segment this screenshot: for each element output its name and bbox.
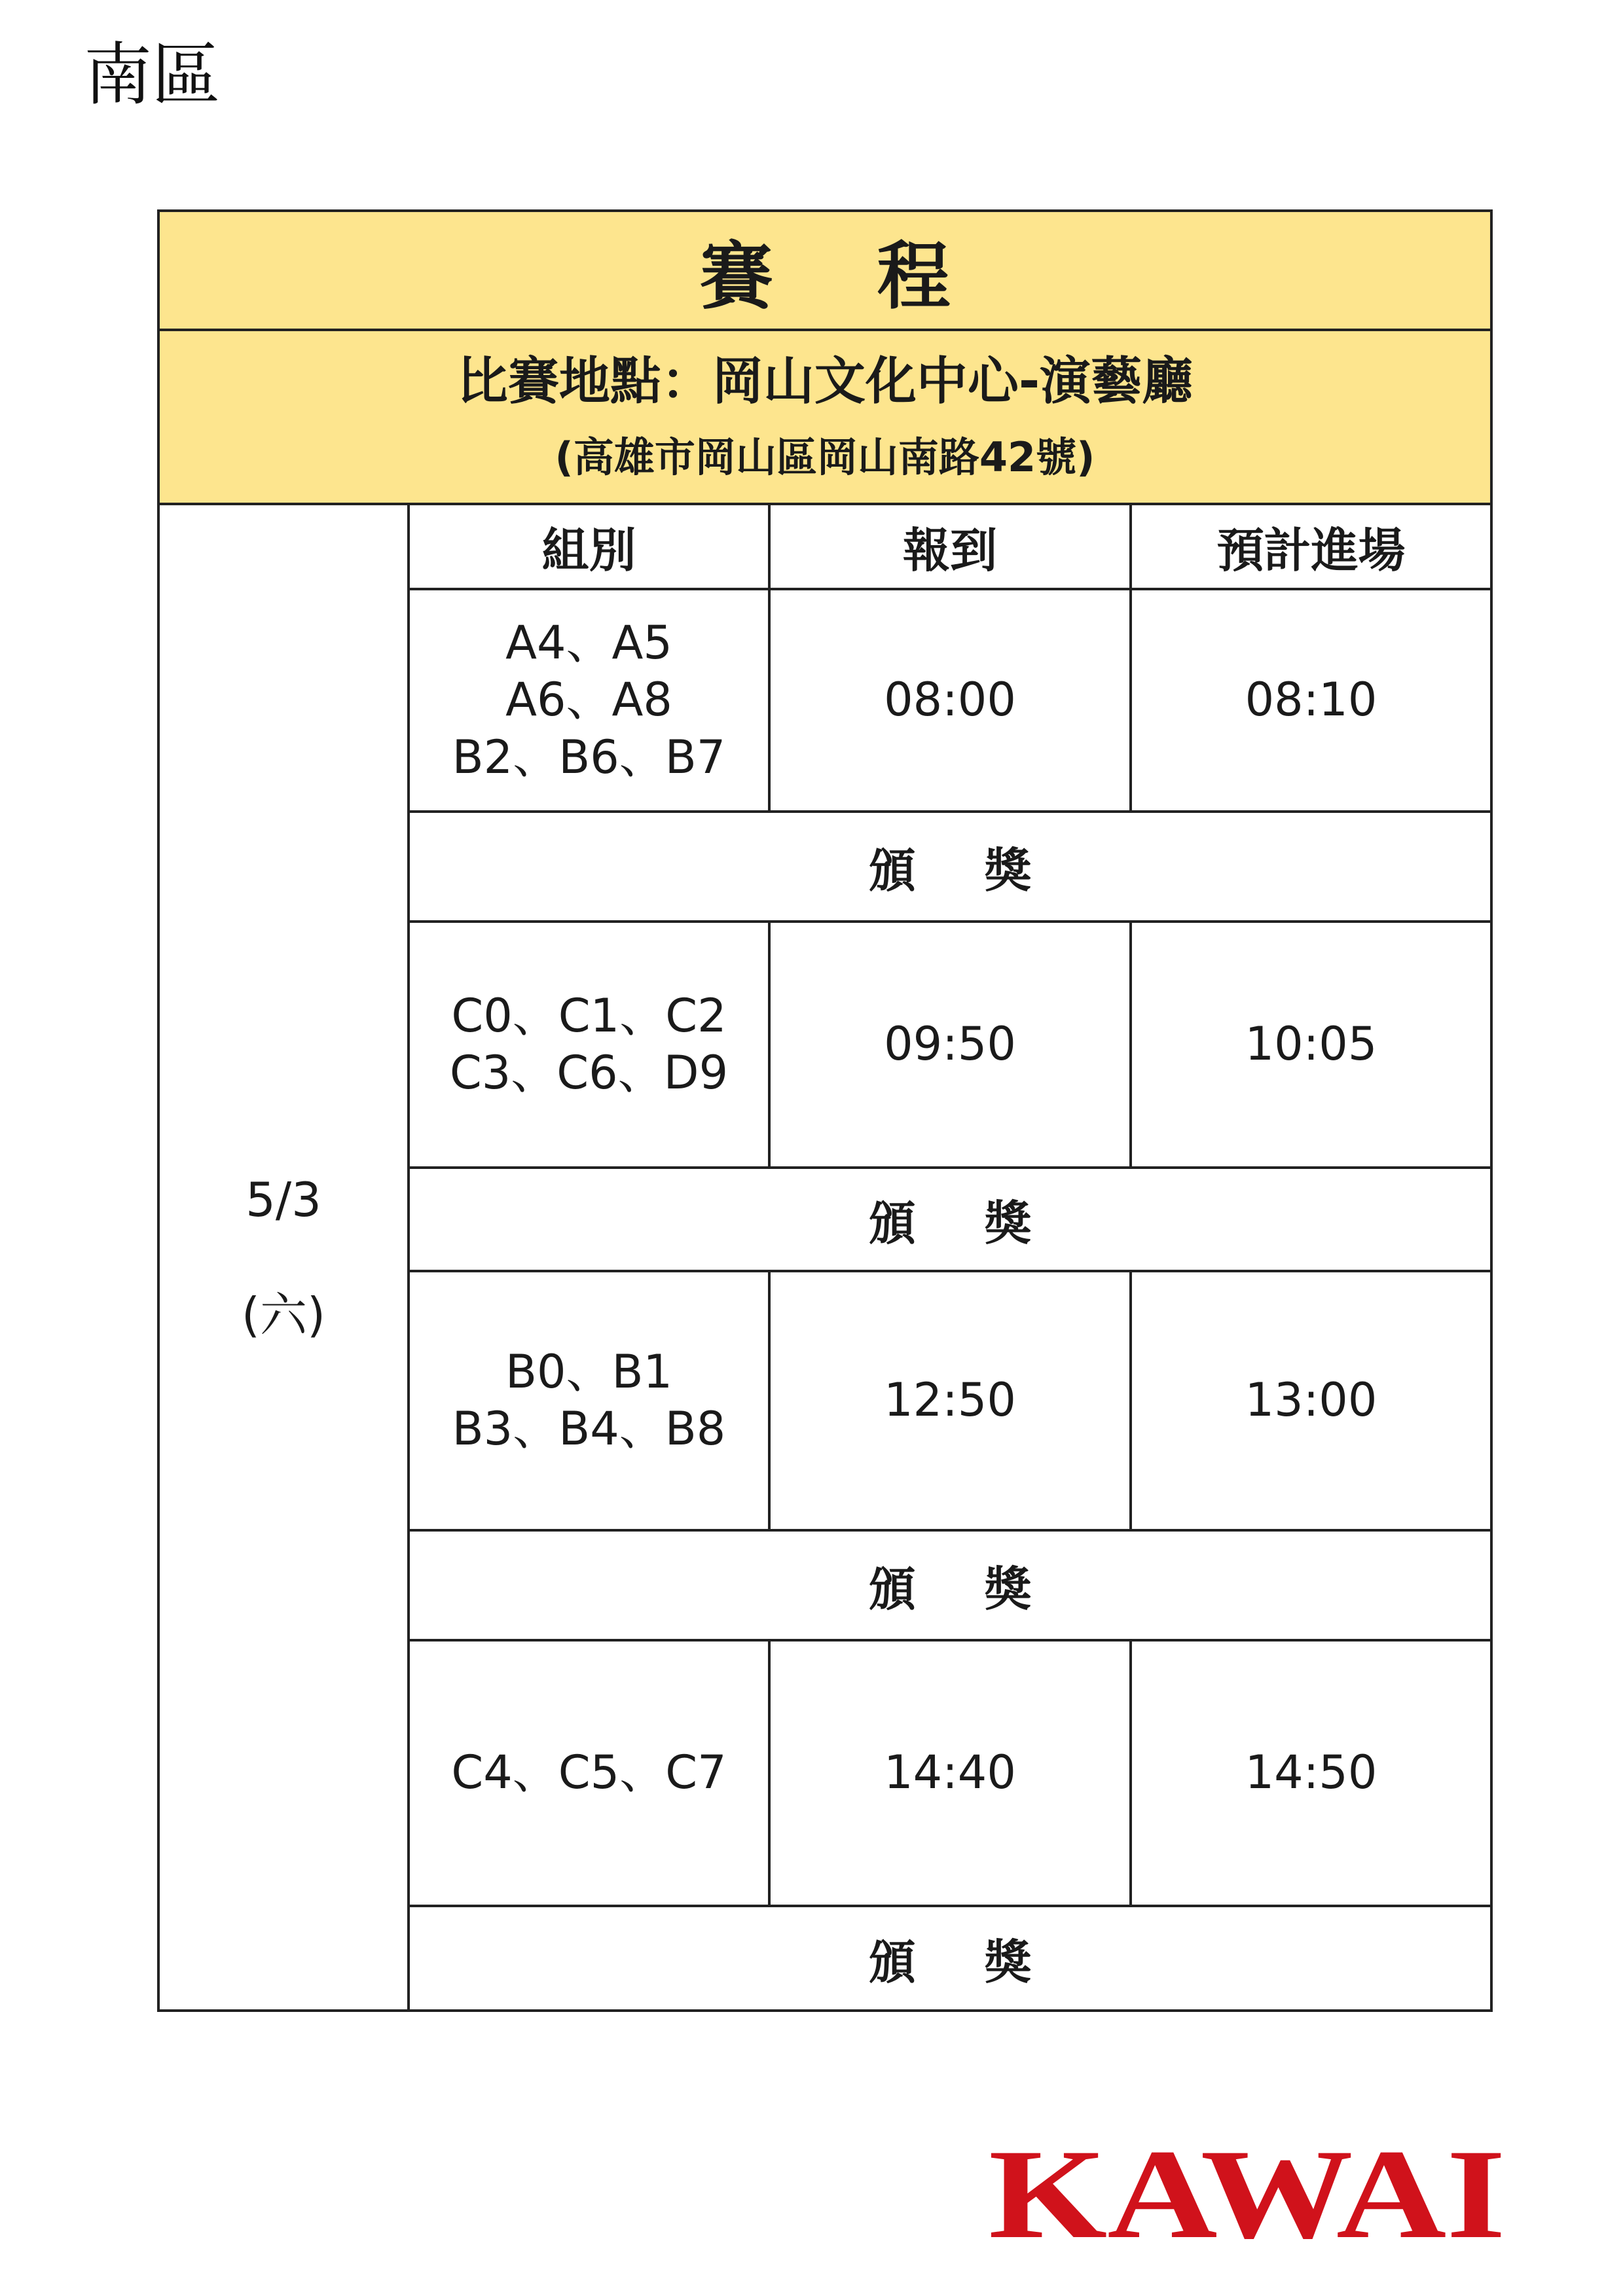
group-cell	[409, 1271, 769, 1530]
entry-time: 14:50	[1131, 1640, 1491, 1906]
group-cell	[409, 1640, 769, 1906]
award-label: 頒 獎	[409, 1168, 1491, 1271]
group-line: B3、B4、B8	[452, 1402, 726, 1456]
schedule-title: 賽 程	[158, 211, 1491, 330]
award-label: 頒 獎	[409, 812, 1491, 922]
day-of-week-label: (六)	[241, 1287, 326, 1342]
group-cell	[409, 589, 769, 812]
checkin-time: 12:50	[769, 1271, 1131, 1530]
entry-time: 13:00	[1131, 1271, 1491, 1530]
group-line: A6、A8	[505, 673, 672, 727]
entry-time: 08:10	[1131, 589, 1491, 812]
date-label: 5/3	[246, 1172, 321, 1227]
column-header-checkin: 報到	[769, 504, 1131, 589]
group-cell	[409, 922, 769, 1168]
venue-row	[158, 330, 1491, 504]
group-line: B0、B1	[505, 1344, 673, 1399]
group-line: C4、C5、C7	[451, 1746, 727, 1800]
column-header-entry: 預計進場	[1131, 504, 1491, 589]
group-line: B2、B6、B7	[452, 730, 726, 784]
date-cell	[158, 504, 409, 2011]
logo-text: KAWAI	[989, 2140, 1506, 2245]
checkin-time: 14:40	[769, 1640, 1131, 1906]
schedule-table	[157, 209, 1493, 2012]
column-header-group: 組別	[409, 504, 769, 589]
kawai-logo	[985, 2140, 1509, 2245]
award-label: 頒 獎	[409, 1530, 1491, 1640]
venue-name: 比賽地點：岡山文化中心-演藝廳	[456, 352, 1194, 411]
checkin-time: 08:00	[769, 589, 1131, 812]
header-row	[158, 504, 1491, 589]
venue-cell	[158, 330, 1491, 504]
group-line: A4、A5	[505, 615, 672, 670]
group-line: C3、C6、D9	[449, 1046, 729, 1100]
award-label: 頒 獎	[409, 1906, 1491, 2011]
entry-time: 10:05	[1131, 922, 1491, 1168]
checkin-time: 09:50	[769, 922, 1131, 1168]
group-line: C0、C1、C2	[451, 988, 727, 1043]
region-label: 南區	[84, 35, 221, 115]
venue-address: (高雄市岡山區岡山南路42號)	[555, 433, 1095, 481]
title-row	[158, 211, 1491, 330]
